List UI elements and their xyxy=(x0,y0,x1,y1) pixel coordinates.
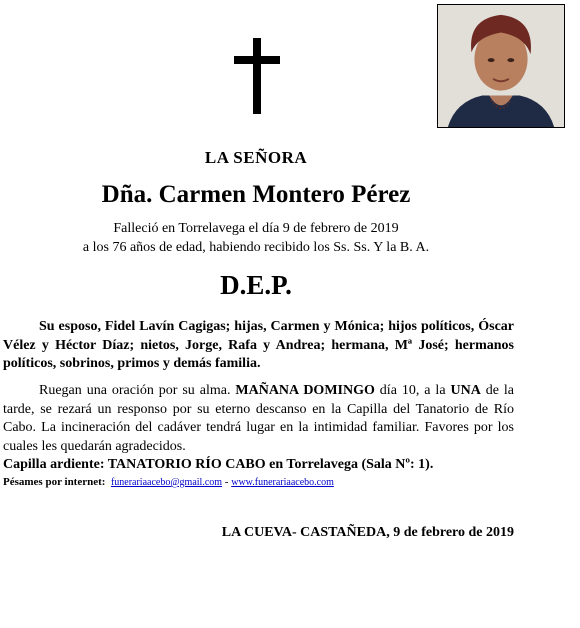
latin-cross-icon xyxy=(234,38,280,114)
family-paragraph: Su esposo, Fidel Lavín Cagigas; hijas, Carmen y Mónica; hijos políticos, Óscar Vélez y Héctor Díaz; nietos, Jorge, Rafa y Andrea; hermana, Mª José; hermanos políticos, sobrinos, primos y demás familia. xyxy=(3,319,514,371)
prayer-text-3: de la tarde, se rezará un responso por su eterno descanso en la Capilla del Tanatorio de Río Cabo. La incineración del cadáver tendrá lugar en la intimidad familiar. Favores por los cuales les quedarán agradecidos. xyxy=(3,383,514,454)
email-link[interactable]: funerariaacebo@gmail.com xyxy=(110,477,223,488)
prayer-day: MAÑANA DOMINGO xyxy=(235,383,375,398)
website-link[interactable]: www.funerariaacebo.com xyxy=(231,477,334,488)
death-age-line: a los 76 años de edad, habiendo recibido los Ss. Ss. Y la B. A. xyxy=(82,240,430,255)
honorific-heading: LA SEÑORA xyxy=(204,148,308,167)
prayer-hour: UNA xyxy=(450,383,481,398)
capilla-ardiente-line: Capilla ardiente: TANATORIO RÍO CABO en Torrelavega (Sala Nº: 1). xyxy=(3,457,434,472)
portrait-photo xyxy=(437,4,565,128)
prayer-text-2: día 10, a la xyxy=(374,383,451,398)
pesames-label: Pésames por internet: xyxy=(3,476,106,488)
place-date-footer: LA CUEVA- CASTAÑEDA, 9 de febrero de 2019 xyxy=(221,525,514,540)
deceased-name: Dña. Carmen Montero Pérez xyxy=(101,181,411,208)
death-date-line: Falleció en Torrelavega el día 9 de febrero de 2019 xyxy=(113,221,399,236)
pesames-line xyxy=(3,476,334,488)
prayer-text-1: Ruegan una oración por su alma. xyxy=(39,383,236,398)
link-separator: - xyxy=(222,476,232,488)
prayer-paragraph xyxy=(3,382,514,456)
dep-heading: D.E.P. xyxy=(220,270,292,300)
